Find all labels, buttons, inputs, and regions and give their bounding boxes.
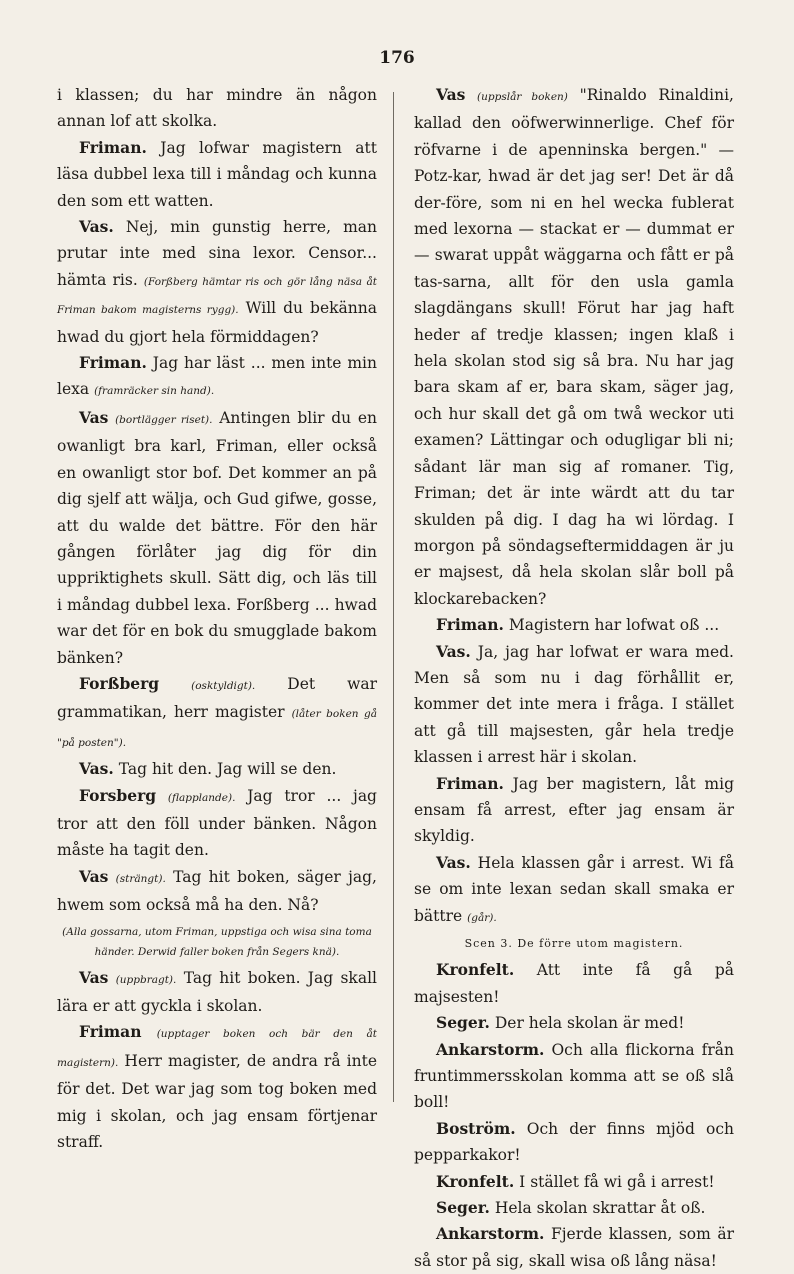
speaker: Vas <box>436 85 466 104</box>
speaker: Friman. <box>79 137 147 157</box>
stage-direction: (Forßberg hämtar ris och gör lång näsa åt Friman bakom magisterns rygg). <box>57 275 377 317</box>
text: Ja, jag har lofwat er wara med. Men så som nu i dag förhållit er, kommer det inte mera i fråga. I stället att gå till majsesten, går hela tredje klassen i arrest här i skolan. <box>414 642 734 767</box>
left-paragraph-6 <box>57 671 377 756</box>
right-paragraph-8 <box>414 1037 734 1116</box>
right-paragraph-6 <box>414 957 734 1010</box>
stage-direction: (osktyldigt). <box>191 679 256 692</box>
speaker: Boström. <box>436 1118 516 1138</box>
left-paragraph-9 <box>57 864 377 919</box>
left-paragraph-10 <box>57 965 377 1020</box>
text: Jag lofwar magistern att läsa dubbel lexa till i måndag och kunna den som ett watten. <box>57 138 377 210</box>
stage-direction: (flapplande). <box>167 791 236 804</box>
text: Antingen blir du en owanligt bra karl, Friman, eller också en owanligt stor bof. Det kommer an på dig sjelf att wälja, och Gud gifwe, gosse, att du walde det bättre. För den här gången förlåter jag dig för din uppriktighets skull. Sätt dig, och läs till i måndag dubbel lexa. Forßberg ... hwad war det för en bok du smugglade bakom bänken? <box>57 408 378 667</box>
speaker: Vas. <box>436 852 471 872</box>
stage-direction: (upptager boken och bär den åt magistern). <box>57 1028 377 1069</box>
text: Der hela skolan är med! <box>494 1014 685 1033</box>
speaker: Vas <box>79 866 109 886</box>
stage-direction: (framräcker sin hand). <box>94 385 215 398</box>
right-paragraph-9 <box>414 1116 734 1169</box>
stage-direction: (går). <box>467 911 497 924</box>
speaker: Vas <box>79 407 109 427</box>
text: Det war grammatikan, herr magister <box>57 674 377 722</box>
scene-heading: Scen 3. De förre utom magistern. <box>464 937 684 950</box>
speaker: Seger. <box>436 1198 490 1218</box>
speaker: Forsberg <box>79 785 157 805</box>
left-paragraph-8 <box>57 783 377 864</box>
text: I stället få wi gå i arrest! <box>519 1172 715 1191</box>
right-paragraph-10 <box>414 1169 734 1195</box>
right-paragraph-11 <box>414 1195 734 1221</box>
speaker: Kronfelt. <box>436 1171 515 1191</box>
speaker: Vas. <box>79 217 114 237</box>
text: Fjerde klassen, som är så stor på sig, skall wisa oß lång näsa! <box>414 1225 734 1270</box>
speaker: Vas. <box>436 641 471 661</box>
right-paragraph-12 <box>414 1221 734 1274</box>
right-paragraph-2 <box>414 612 734 638</box>
text: Och alla flickorna från fruntimmersskolan komma att se oß slå boll! <box>414 1040 734 1112</box>
text: Hela klassen går i arrest. Wi få se om inte lexan sedan skall smaka er bättre <box>414 853 734 925</box>
text: i klassen; du har mindre än någon annan lof att skolka. <box>57 86 377 131</box>
stage-direction-block: (Alla gossarna, utom Friman, uppstiga och wisa sina toma händer. Derwid faller boken från Segers knä). <box>62 925 372 958</box>
speaker: Vas. <box>79 759 114 779</box>
left-paragraph-5 <box>57 405 377 671</box>
left-paragraph-4 <box>57 350 377 405</box>
left-paragraph-7 <box>57 756 377 782</box>
left-paragraph-1 <box>57 82 377 135</box>
text: Och der finns mjöd och pepparkakor! <box>414 1119 734 1165</box>
speaker: Vas <box>79 967 109 987</box>
stage-direction: (bortlägger riset). <box>115 413 213 426</box>
speaker: Forßberg <box>79 673 160 693</box>
text: Tag hit boken, säger jag, hwem som också må ha den. Nå? <box>57 867 377 915</box>
right-column <box>414 82 734 1274</box>
stage-direction: (uppbragt). <box>115 973 177 986</box>
text: Tag hit den. Jag will se den. <box>118 760 337 779</box>
text: Herr magister, de andra rå inte för det. Det war jag som tog boken med mig i skolan, och jag ensam förtjenar straff. <box>57 1051 377 1152</box>
text: Jag ber magistern, låt mig ensam få arrest, efter jag ensam är skyldig. <box>414 774 734 846</box>
left-paragraph-3 <box>57 214 377 350</box>
right-paragraph-3 <box>414 639 734 771</box>
text: Jag tror ... jag tror att den föll under bänken. Någon måste ha tagit den. <box>57 786 377 860</box>
text: Jag har läst ... men inte min lexa <box>57 354 377 399</box>
left-paragraph-2 <box>57 135 377 214</box>
right-paragraph-1 <box>414 82 734 612</box>
stage-direction: (strängt). <box>115 872 166 885</box>
speaker: Ankarstorm. <box>436 1039 545 1059</box>
stage-direction: (uppslår boken) <box>477 91 568 103</box>
column-divider <box>393 92 394 1102</box>
right-paragraph-7 <box>414 1010 734 1036</box>
text: "Rinaldo Rinaldini, kallad den oöfwerwinnerlige. Chef för röfvarne i de apenninska bergen." — Potz-kar, hwad är det jag ser! Det är då der-före, som ni en hel wecka fublerat med lexorna — stackat er — dummat er — swarat uppåt wäggarna och fått er på tas-sarna, allt för den usla gamla slagdängans skull! Förut har jag haft heder af tredje klassen; ingen klaß i hela skolan stod sig så bra. Nu har jag bara skam af er, bara skam, säger jag, och hur skall det gå om twå weckor uti examen? Lättingar och odugligar bli ni; sådant lär man sig af romaner. Tig, Friman; det är inte wärdt att du tar skulden på dig. I dag ha wi lördag. I morgon på söndagseftermiddagen är ju er majsest, då hela skolan slår boll på klockarebacken? <box>414 86 734 608</box>
text: Nej, min gunstig herre, man prutar inte med sina lexor. Censor... hämta ris. <box>57 218 377 289</box>
left-column <box>57 82 377 1155</box>
text: Magistern har lofwat oß ... <box>508 616 720 635</box>
text: Att inte få gå på majsesten! <box>414 961 734 1006</box>
text: Will du bekänna hwad du gjort hela förmiddagen? <box>57 299 377 346</box>
speaker: Kronfelt. <box>436 960 515 980</box>
speaker: Seger. <box>436 1013 490 1033</box>
speaker: Friman. <box>436 615 504 635</box>
speaker: Friman. <box>79 353 147 373</box>
left-paragraph-11 <box>57 1019 377 1155</box>
right-paragraph-4 <box>414 771 734 850</box>
text: Hela skolan skrattar åt oß. <box>494 1199 706 1218</box>
text: Tag hit boken. Jag skall lära er att gyckla i skolan. <box>57 968 377 1015</box>
speaker: Ankarstorm. <box>436 1224 545 1244</box>
speaker: Friman <box>79 1022 142 1042</box>
right-paragraph-5 <box>414 850 734 931</box>
stage-direction: (låter boken gå "på posten"). <box>57 708 377 749</box>
page-number: 176 <box>379 48 415 68</box>
speaker: Friman. <box>436 773 504 793</box>
